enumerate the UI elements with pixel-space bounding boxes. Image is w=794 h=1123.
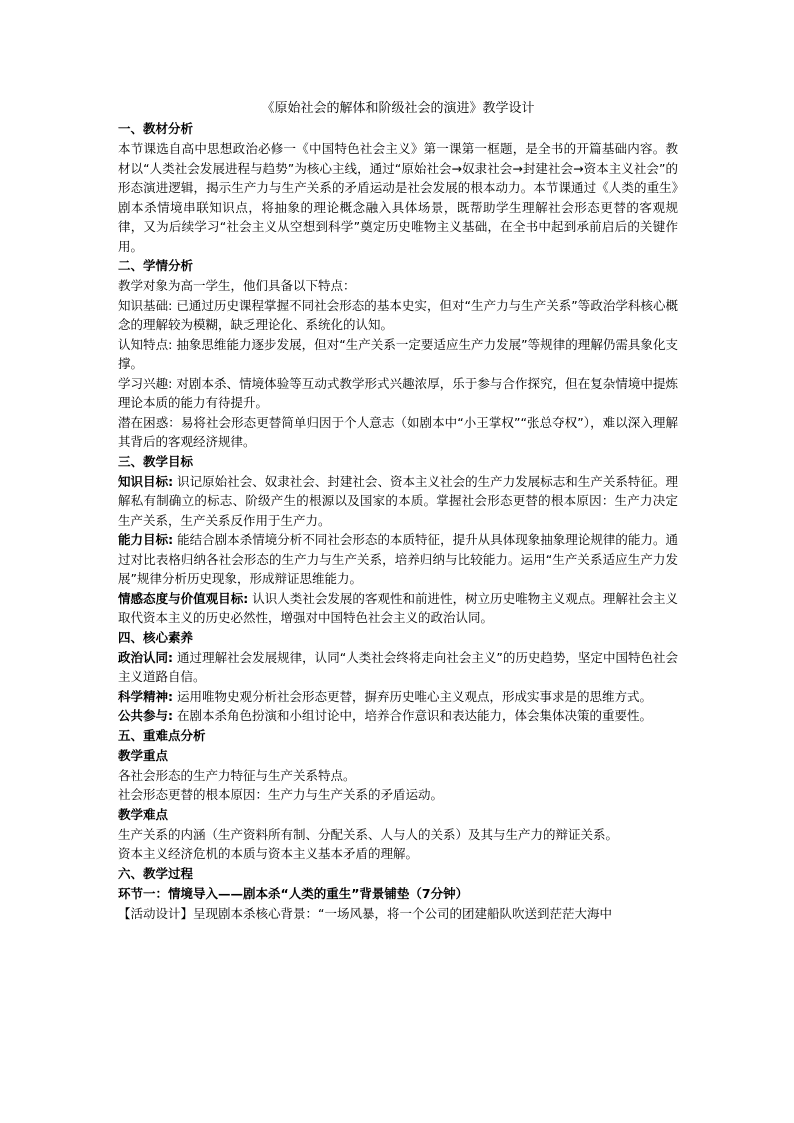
- paragraph-values-goal: [118, 589, 678, 628]
- difficult-point-item: 资本主义经济危机的本质与资本主义基本矛盾的理解。: [118, 846, 419, 861]
- paragraph-activity-design: [118, 904, 678, 924]
- paragraph-ability-goal: [118, 530, 678, 589]
- section-heading-goals: 三、教学目标: [118, 453, 194, 469]
- document-page: [118, 100, 678, 923]
- section-heading-key-difficult: 五、重难点分析: [118, 727, 206, 743]
- difficult-point-item: 生产关系的内涵（生产资料所有制、分配关系、人与人的关系）及其与生产力的辩证关系。: [118, 826, 619, 842]
- paragraph-knowledge-basis: 知识基础: 已通过历史课程掌握不同社会形态的基本史实，但对“生产力与生产关系”等政治学科核心概念的理解较为模糊，缺乏理论化、系统化的认知。: [118, 297, 678, 332]
- document-title: 《原始社会的解体和阶级社会的演进》教学设计: [261, 101, 535, 116]
- label-scientific-spirit: 科学精神:: [118, 688, 173, 704]
- subheading-difficult-points: 教学难点: [118, 806, 169, 822]
- section-heading-process: 六、教学过程: [118, 865, 194, 881]
- text-values-goal: 认识人类社会发展的客观性和前进性，树立历史唯物主义观点。理解社会主义取代资本主义的历史必然性，增强对中国特色社会主义的政治认同。: [118, 590, 678, 625]
- key-point-item: 各社会形态的生产力特征与生产关系特点。: [118, 767, 356, 783]
- section-heading-core-literacy: 四、核心素养: [118, 629, 194, 645]
- text-public-participation: 在剧本杀角色扮演和小组讨论中，培养合作意识和表达能力，体会集体决策的重要性。: [173, 708, 652, 723]
- paragraph-political-identity: [118, 648, 678, 687]
- section-heading-textbook: 一、教材分析: [118, 121, 194, 136]
- paragraph-scientific-spirit: [118, 687, 678, 707]
- label-ability-goal: 能力目标:: [118, 532, 174, 547]
- step-one-heading: 环节一：情境导入——剧本杀“人类的重生”背景铺垫（7分钟）: [118, 885, 469, 901]
- text-knowledge-goal: 识记原始社会、奴隶社会、封建社会、资本主义社会的生产力发展标志和生产关系特征。理解私有制确立的标志、阶级产生的根源以及国家的本质。掌握社会形态更替的根本原因：生产力决定生产关系，生产关系反作用于生产力。: [118, 473, 678, 528]
- paragraph-textbook: 本节课选自高中思想政治必修一《中国特色社会主义》第一课第一框题，是全书的开篇基础内容。教材以“人类社会发展进程与趋势”为核心主线，通过“原始社会→奴隶社会→封建社会→资本主义社会”的形态演进逻辑，揭示生产力与生产关系的矛盾运动是社会发展的根本动力。本节课通过《人类的重生》剧本杀情境串联知识点，将抽象的理论概念融入具体场景，既帮助学生理解社会形态更替的客观规律，又为后续学习“社会主义从空想到科学”奠定历史唯物主义基础，在全书中起到承前启后的关键作用。: [118, 141, 678, 254]
- label-public-participation: 公共参与:: [118, 708, 173, 723]
- label-political-identity: 政治认同:: [118, 649, 174, 665]
- paragraph-cognitive-traits: 认知特点: 抽象思维能力逐步发展，但对“生产关系一定要适应生产力发展”等规律的理解仍需具象化支撑。: [118, 336, 678, 371]
- paragraph-knowledge-goal: [118, 472, 678, 531]
- text-activity-design: 呈现剧本杀核心背景：“一场风暴，将一个公司的团建船队吹送到茫茫大海中: [193, 905, 612, 921]
- label-activity-design: 【活动设计】: [118, 905, 194, 921]
- text-scientific-spirit: 运用唯物史观分析社会形态更替，摒弃历史唯心主义观点，形成实事求是的思维方式。: [173, 688, 652, 704]
- section-heading-students: 二、学情分析: [118, 258, 194, 273]
- label-knowledge-goal: 知识目标:: [118, 473, 174, 489]
- key-point-item: 社会形态更替的根本原因：生产力与生产关系的矛盾运动。: [118, 787, 444, 802]
- subheading-key-points: 教学重点: [118, 747, 169, 763]
- text-political-identity: 通过理解社会发展规律，认同“人类社会终将走向社会主义”的历史趋势，坚定中国特色社会主义道路自信。: [118, 649, 679, 684]
- paragraph-students-intro: 教学对象为高一学生，他们具备以下特点：: [118, 278, 356, 293]
- label-values-goal: 情感态度与价值观目标:: [118, 590, 249, 606]
- paragraph-public-participation: [118, 706, 678, 726]
- paragraph-learning-interest: 学习兴趣: 对剧本杀、情境体验等互动式教学形式兴趣浓厚，乐于参与合作探究，但在复杂情境中提炼理论本质的能力有待提升。: [118, 375, 678, 410]
- paragraph-potential-confusion: 潜在困惑：易将社会形态更替简单归因于个人意志（如剧本中“小王掌权”“张总夺权”），难以深入理解其背后的客观经济规律。: [118, 414, 678, 449]
- text-ability-goal: 能结合剧本杀情境分析不同社会形态的本质特征，提升从具体现象抽象理论规律的能力。通过对比表格归纳各社会形态的生产力与生产关系，培养归纳与比较能力。运用“生产关系适应生产力发展”规律分析历史现象，形成辩证思维能力。: [118, 532, 678, 586]
